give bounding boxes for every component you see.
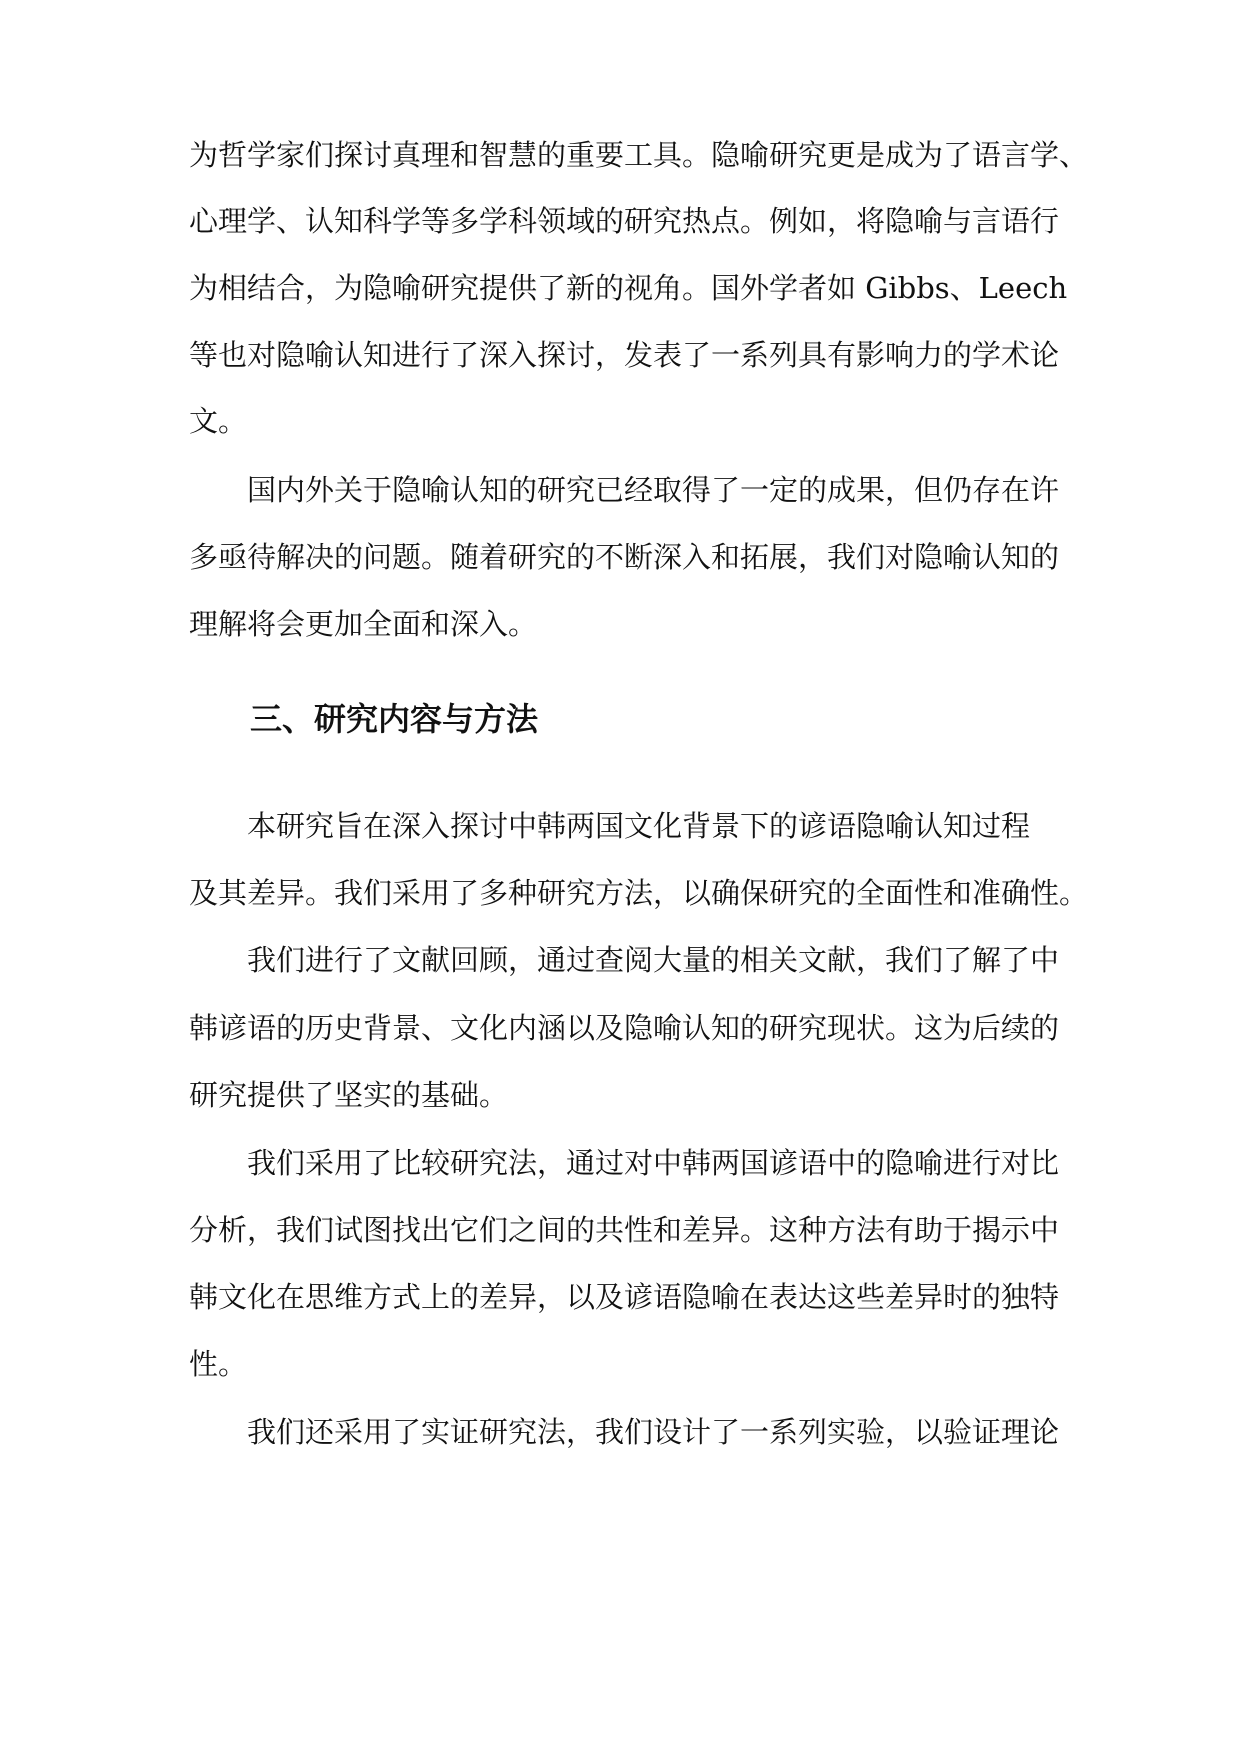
paragraph-line: 韩文化在思维方式上的差异，以及谚语隐喻在表达这些差异时的独特 bbox=[189, 1280, 1060, 1314]
paragraph-line: 为哲学家们探讨真理和智慧的重要工具。隐喻研究更是成为了语言学、 bbox=[189, 138, 1089, 172]
paragraph-line: 国内外关于隐喻认知的研究已经取得了一定的成果，但仍存在许 bbox=[247, 473, 1060, 507]
paragraph-line: 分析，我们试图找出它们之间的共性和差异。这种方法有助于揭示中 bbox=[189, 1213, 1060, 1247]
paragraph-line: 本研究旨在深入探讨中韩两国文化背景下的谚语隐喻认知过程 bbox=[247, 809, 1031, 843]
paragraph-line: 研究提供了坚实的基础。 bbox=[189, 1078, 509, 1112]
paragraph-line: 韩谚语的历史背景、文化内涵以及隐喻认知的研究现状。这为后续的 bbox=[189, 1011, 1060, 1045]
paragraph-line: 及其差异。我们采用了多种研究方法，以确保研究的全面性和准确性。 bbox=[189, 876, 1089, 910]
paragraph-line: 我们进行了文献回顾，通过查阅大量的相关文献，我们了解了中 bbox=[247, 943, 1060, 977]
paragraph-line: 心理学、认知科学等多学科领域的研究热点。例如，将隐喻与言语行 bbox=[189, 204, 1060, 238]
paragraph-line: 我们采用了比较研究法，通过对中韩两国谚语中的隐喻进行对比 bbox=[247, 1146, 1060, 1180]
paragraph-line: 文。 bbox=[189, 404, 248, 438]
paragraph-line: 理解将会更加全面和深入。 bbox=[189, 607, 538, 641]
paragraph-line: 性。 bbox=[189, 1347, 248, 1381]
paragraph-line: 等也对隐喻认知进行了深入探讨，发表了一系列具有影响力的学术论 bbox=[189, 338, 1060, 372]
paragraph-line: 多亟待解决的问题。随着研究的不断深入和拓展，我们对隐喻认知的 bbox=[189, 540, 1060, 574]
paragraph-line: 为相结合，为隐喻研究提供了新的视角。国外学者如 Gibbs、Leech bbox=[189, 271, 1068, 305]
section-heading: 三、研究内容与方法 bbox=[250, 700, 539, 738]
paragraph-line: 我们还采用了实证研究法，我们设计了一系列实验，以验证理论 bbox=[247, 1415, 1060, 1449]
